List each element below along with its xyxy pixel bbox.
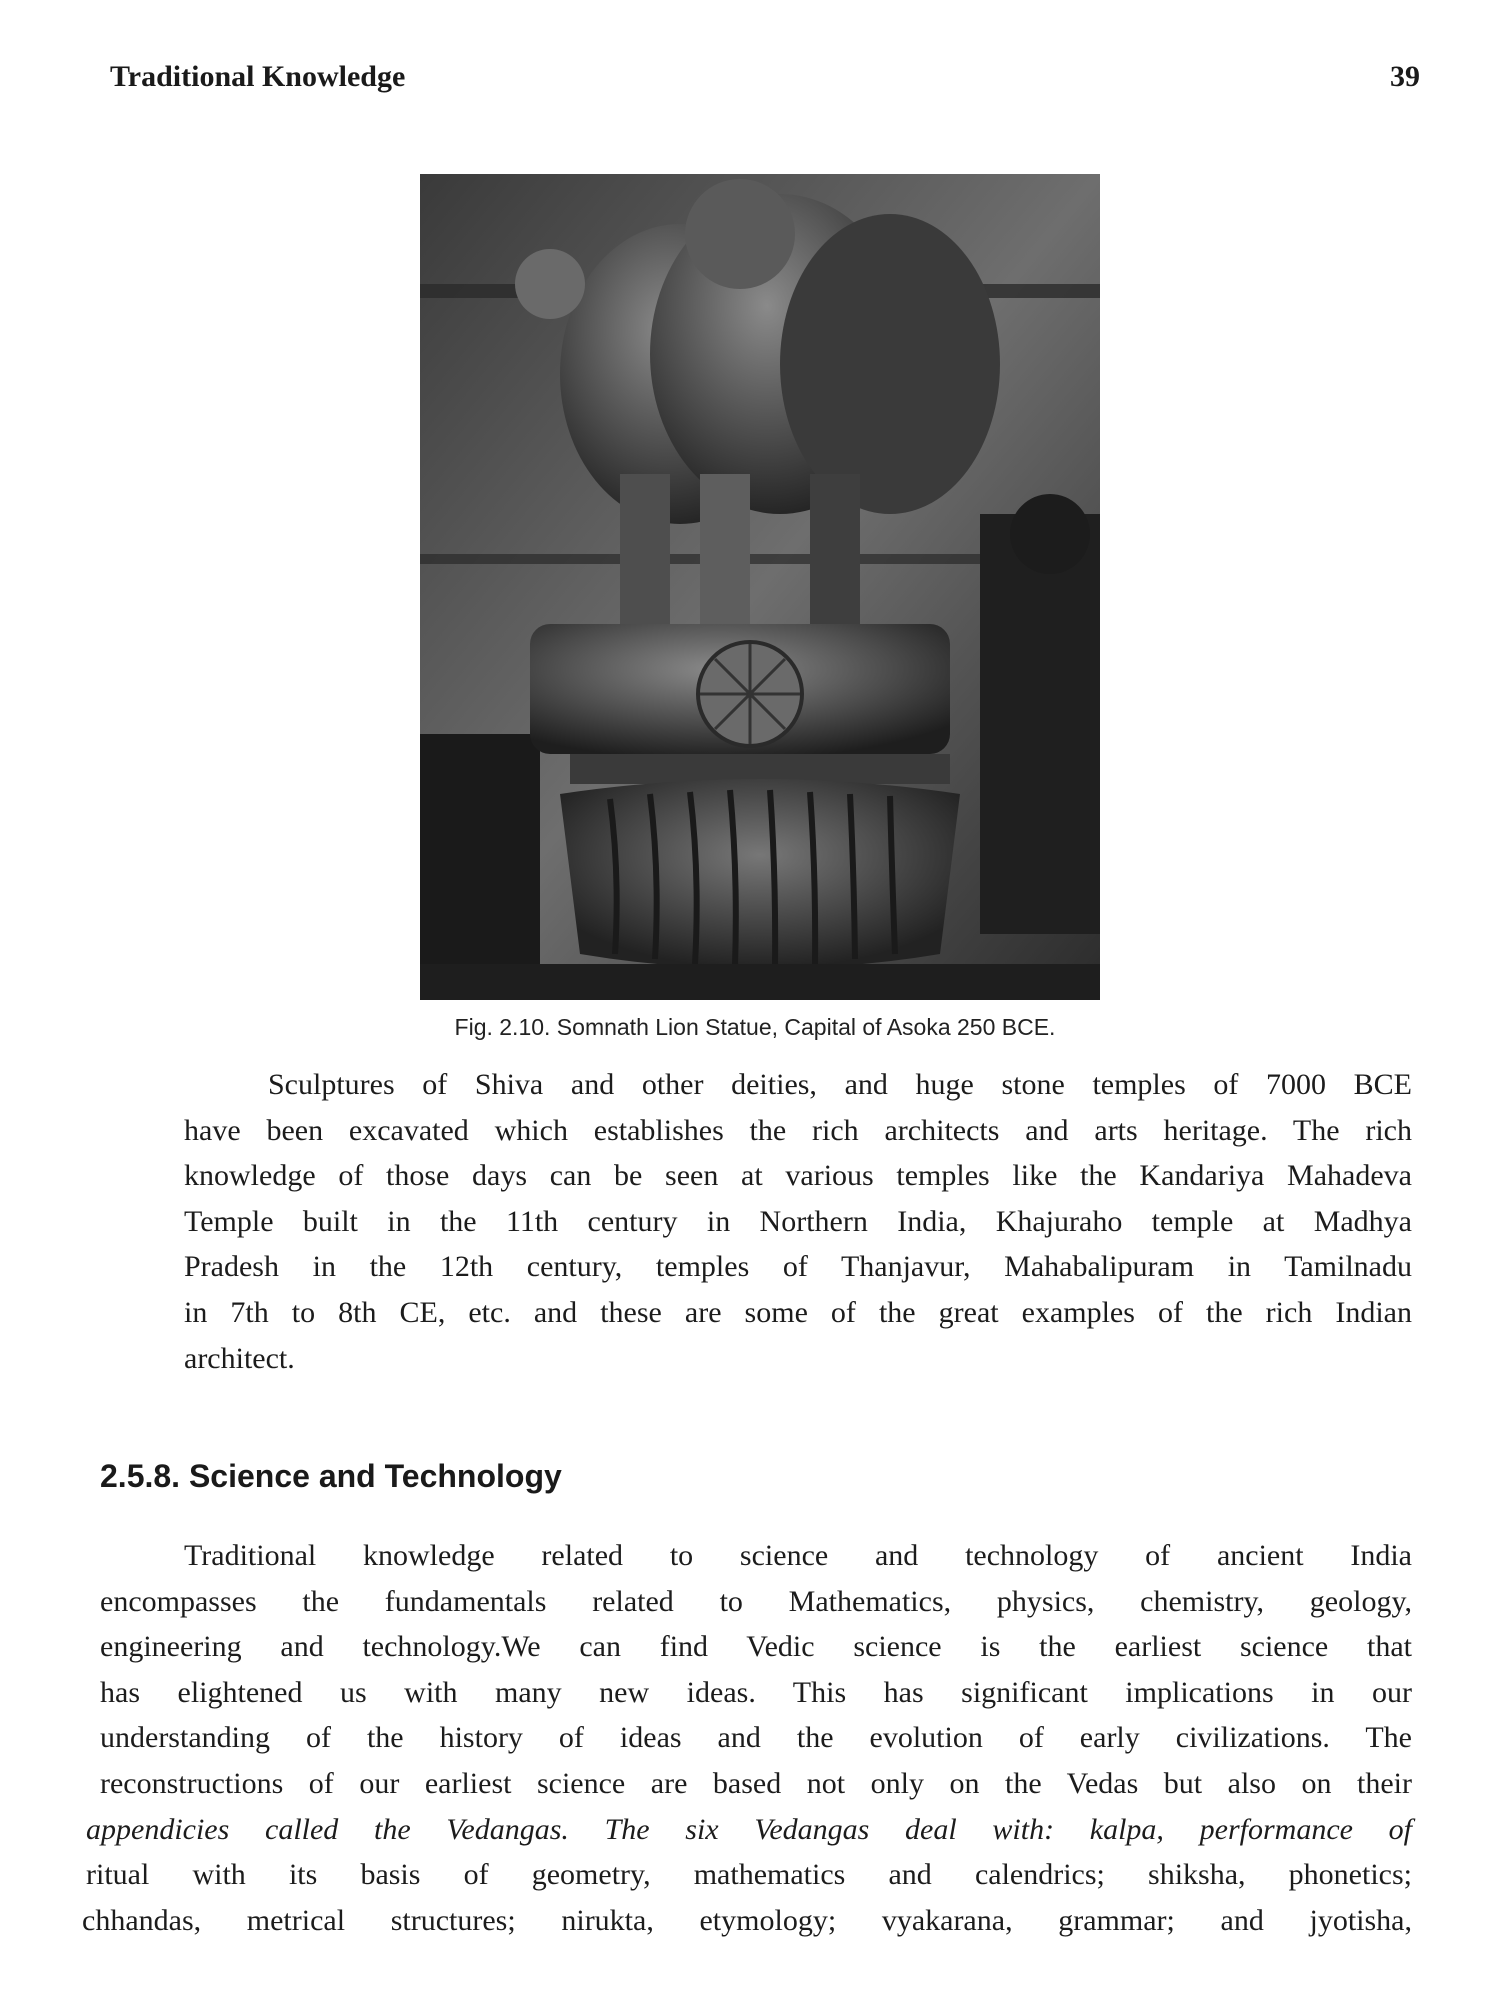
text-line: architect. — [184, 1341, 295, 1375]
text-line: Traditional knowledge related to science and technology of ancient India — [184, 1539, 1412, 1572]
running-title: Traditional Knowledge — [110, 60, 406, 93]
text-line: Sculptures of Shiva and other deities, and huge stone temples of 7000 BCE — [268, 1068, 1412, 1101]
text-line: knowledge of those days can be seen at various temples like the Kandariya Mahadeva — [184, 1159, 1412, 1193]
page-number: 39 — [1390, 60, 1420, 93]
text-line: reconstructions of our earliest science are based not only on the Vedas but also on their — [100, 1766, 1412, 1800]
text-line: engineering and technology.We can find Vedic science is the earliest science that — [100, 1630, 1412, 1664]
text-line: ritual with its basis of geometry, mathematics and calendrics; shiksha, phonetics; — [86, 1858, 1412, 1892]
text-line: have been excavated which establishes the rich architects and arts heritage. The rich — [184, 1113, 1412, 1147]
text-line: Pradesh in the 12th century, temples of Thanjavur, Mahabalipuram in Tamilnadu — [184, 1250, 1412, 1284]
text-line: Temple built in the 11th century in Northern India, Khajuraho temple at Madhya — [184, 1204, 1412, 1238]
text-line: appendicies called the Vedangas. The six Vedangas deal with: kalpa, performance of — [86, 1812, 1412, 1846]
text-line: chhandas, metrical structures; nirukta, etymology; vyakarana, grammar; and jyotisha, — [82, 1903, 1412, 1937]
paragraph-2 — [82, 1533, 1412, 1943]
text-line: in 7th to 8th CE, etc. and these are some of the great examples of the rich Indian — [184, 1295, 1412, 1329]
text-line: understanding of the history of ideas and the evolution of early civilizations. The — [100, 1721, 1412, 1755]
section-heading: 2.5.8. Science and Technology — [100, 1458, 562, 1494]
text-line: encompasses the fundamentals related to Mathematics, physics, chemistry, geology, — [100, 1584, 1412, 1618]
figure-caption: Fig. 2.10. Somnath Lion Statue, Capital of Asoka 250 BCE. — [454, 1014, 1056, 1040]
running-header — [110, 60, 1420, 94]
text-line: has elightened us with many new ideas. This has significant implications in our — [100, 1675, 1412, 1709]
paragraph-1 — [100, 1062, 1412, 1381]
lion-capital-photo — [420, 174, 1100, 1000]
